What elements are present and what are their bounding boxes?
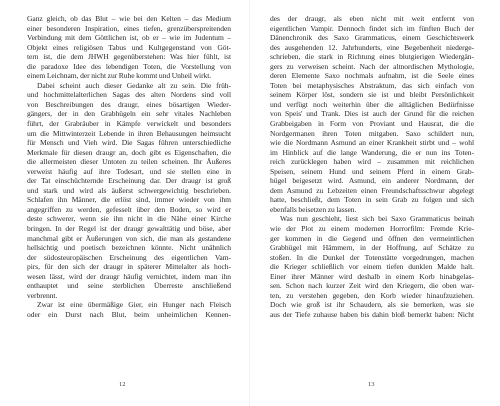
text-line: Grabbeigaben in Form von Proviant und Hausrat, die die: [270, 119, 474, 129]
text-line: wie der Plot zu einem modernen Horrorfilm: Fremde Krie-: [270, 224, 474, 234]
text-line: schrieben, die stark in Richtung eines blutgierigen Wiedergän-: [270, 52, 474, 62]
text-line: aus der Tiefe zuhause haben bis dahin bloß bemerkt haben: Nicht: [270, 309, 474, 319]
text-line: Grabhügel mit Hämmern, in der Hoffnung, auf Schätze zu: [270, 243, 474, 253]
text-line: enthauptet und seine sterblichen Überreste anschließend: [27, 281, 231, 291]
text-line: Was nun geschieht, liest sich bei Saxo Grammaticus beinah: [280, 214, 474, 224]
text-line: deste schwerer, wenn sie ihn nicht in die Nähe einer Kirche: [27, 214, 231, 224]
text-line: des der draugr, als eben nicht mit weit entfernt von: [270, 14, 474, 23]
text-line: manchmal gibt er Äußerungen von sich, die man als gestandene: [27, 233, 231, 243]
text-line: wesen lässt, wird der draugr häufig vernichtet, indem man ihn: [27, 271, 231, 281]
text-line: gängers, der in den Grabhügeln ein sehr vitales Nachleben: [27, 109, 231, 119]
text-line: die Krieger schließlich vor einem tiefen dunklen Malde halt.: [270, 262, 474, 272]
text-line: seinem Körper löst, sondern sie ist und bleibt Persönlichkeit: [270, 90, 474, 100]
text-line: Zwar ist eine übermäßige Gier, ein Hunger nach Fleisch: [37, 300, 231, 310]
text-line: einer besonderen Inspiration, eines tiefen, grenzüberspreitenden: [27, 23, 231, 33]
text-line: Schlafen ihn Männer, die erlöst sind, immer wieder von ihm: [27, 195, 231, 205]
text-line: und verfügt noch weiterhin über die alltäglichen Bedürfnisse: [270, 99, 474, 109]
text-line: bringen. In der Regel ist der draugr gewalttätig und böse, aber: [27, 224, 231, 234]
text-line: ebenfalls beisetzen zu lassen.: [270, 204, 357, 214]
text-line: eigentlichen Vampir. Dennoch findet sich im fünften Buch der: [270, 23, 474, 33]
text-line: Doch wie groß ist ihr Schaudern, als sie bemerken, was sie: [270, 300, 474, 310]
text-line: reich zurücklegen haben wird – zusammen mit reichlichen: [270, 157, 474, 167]
text-line: für Mensch und Vieh wird. Die Sagas führen unterschiedliche: [27, 138, 231, 148]
text-line: und hochmittelalterlichen Sagas des alten Nordens sind voll: [27, 90, 231, 100]
text-line: gers zu verweisen scheint. Nach der altnordischen Mythologie,: [270, 61, 474, 71]
text-line: des ausgehenden 12. Jahrhunderts, eine Begebenheit niederge-: [270, 42, 474, 52]
text-line: führt, der Grabräuber in Kämpfe verwickelt und besonders: [27, 119, 231, 129]
text-line: oder ein Durst nach Blut, beim unheimlichen Kennen-: [27, 309, 231, 319]
right-page-number: 13: [368, 381, 375, 388]
text-line: ten, zu verstehen gegeben, den Korb wieder hinaufzuziehen.: [270, 290, 474, 300]
right-page: [250, 0, 500, 406]
text-line: hellsichtig und poetisch bezeichnen könnte. Nicht unähnlich: [27, 243, 231, 253]
text-line: Merkmale für diesen draugr an, doch gibt es Eigenschaften, die: [27, 147, 231, 157]
text-line: Nordgermanen ihren Toten mitgaben. Saxo schildert nun,: [270, 128, 474, 138]
text-line: Ganz gleich, ob das Blut – wie bei den Kelten – das Medium: [27, 14, 231, 23]
text-line: im Hinblick auf die lange Wanderung, die er nun ins Toten-: [270, 147, 474, 157]
text-line: pirs, für den sich der draugr in späterer Mittelalter als hoch-: [27, 262, 231, 272]
text-line: der Tat einschüchternde Erscheinung dar. Der draugr ist groß: [27, 176, 231, 186]
text-line: deren Elemente Saxo nochmals aufnahm, ist die Seele eines: [270, 71, 474, 81]
text-line: von Speis' und Trank. Dies ist auch der Grund für die reichen: [270, 109, 474, 119]
text-line: wie die Nordmann Asmund an einer Krankheit stirbt und – wohl: [270, 138, 474, 148]
text-line: um die Mittwinterzeit Lebende in ihren Behausungen heimsucht: [27, 128, 231, 138]
text-line: dem Asmund zu Lebzeiten einen Freundschaftsschwur abgelegt: [270, 185, 474, 195]
text-line: verbrennt.: [27, 290, 58, 300]
text-line: ger kommen in die Gegend und öffnen den vermeintlichen: [270, 233, 474, 243]
left-page-text: [27, 14, 231, 320]
text-line: der südosteuropäischen Erscheinung des eigentlichen Vam-: [27, 252, 231, 262]
text-line: Einer ihrer Männer wird deshalb in einem Korb hinabgelas-: [270, 271, 474, 281]
text-line: tern ist, die dem JHWH gegenüberstehen: Was hier fühlt, ist: [27, 52, 231, 62]
text-line: einem Leichnam, der nicht zur Ruhe kommt und Unheil wirkt.: [27, 71, 212, 81]
text-line: von Beschreibungen des draugr, eines bösartigen Wieder-: [27, 99, 231, 109]
text-line: Dabei scheint auch dieser Gedanke alt zu sein. Die früh-: [37, 80, 231, 90]
text-line: hügel beigesetzt wird. Asmund, ein anderer Nordmann, der: [270, 176, 474, 186]
left-page-number: 12: [119, 381, 126, 388]
text-line: stoßen. In die Dunkel der Totenstätte vorgedrungen, machen: [270, 252, 474, 262]
text-line: die paradoxe Idee des lebendigen Toten, die Vorstellung von: [27, 61, 231, 71]
text-line: Toten bei metaphysisches Abstraktum, das sich einfach von: [270, 80, 474, 90]
text-line: angegriffen zu werden, gefesselt über den Boden, so wird er: [27, 204, 231, 214]
text-line: Speisen, seinem Hund und seinem Pferd in einem Grab-: [270, 166, 474, 176]
right-page-text: [270, 14, 474, 320]
text-line: Verbindung mit dem Göttlichen ist, ob er – wie im Judentum –: [27, 33, 231, 43]
text-line: verweist häufig auf ihre Todesart, und sie stellen eine in: [27, 166, 231, 176]
text-line: sen. Schon nach kurzer Zeit wird den Kriegern, die oben war-: [270, 281, 474, 291]
text-line: Dänenchronik des Saxo Grammaticus, einem Geschichtswerk: [270, 33, 474, 43]
text-line: und stark und wird als äußerst schwergewichtig beschrieben.: [27, 185, 231, 195]
text-line: hatte, beschließt, dem Toten in sein Grab zu folgen und sich: [270, 195, 474, 205]
text-line: Objekt eines religiösen Tabus und Kultgegenstand von Göt-: [27, 42, 231, 52]
text-line: die allermeisten dieser Untoten zu teilen scheinen. Ihr Äußeres: [27, 157, 231, 167]
